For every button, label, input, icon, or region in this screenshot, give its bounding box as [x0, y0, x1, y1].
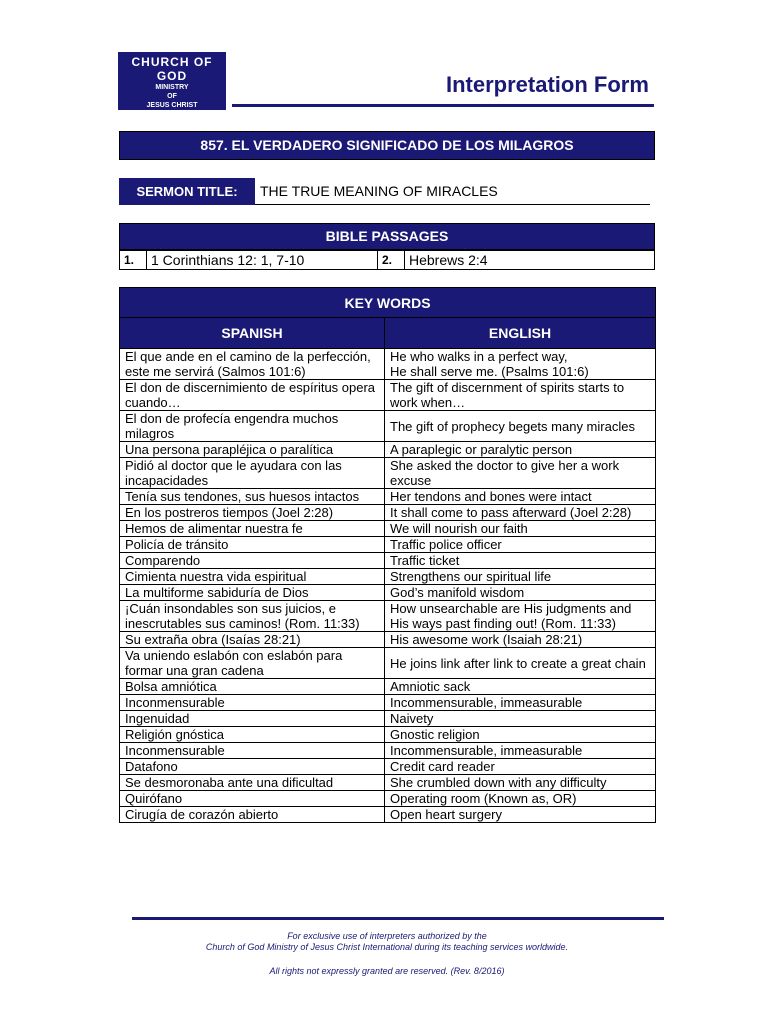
table-row [120, 601, 656, 632]
spanish-term: Se desmoronaba ante una dificultad [120, 775, 385, 791]
table-row [120, 349, 656, 380]
passage-text: 1 Corinthians 12: 1, 7-10 [147, 251, 378, 270]
key-words-table [119, 287, 656, 823]
logo-line-2: OF [167, 93, 177, 100]
passage-text: Hebrews 2:4 [405, 251, 655, 270]
table-row [120, 458, 656, 489]
table-row [120, 679, 656, 695]
sermon-title-label: SERMON TITLE: [119, 178, 255, 205]
spanish-term: Comparendo [120, 553, 385, 569]
english-term: It shall come to pass afterward (Joel 2:28) [385, 505, 656, 521]
spanish-term: Cimienta nuestra vida espiritual [120, 569, 385, 585]
english-term: Amniotic sack [385, 679, 656, 695]
table-row [120, 411, 656, 442]
sermon-title-value: THE TRUE MEANING OF MIRACLES [260, 183, 498, 199]
table-row [120, 505, 656, 521]
footer-divider [132, 917, 664, 920]
english-term: A paraplegic or paralytic person [385, 442, 656, 458]
english-term: Gnostic religion [385, 727, 656, 743]
column-header-spanish: SPANISH [120, 318, 385, 349]
logo-line-1: MINISTRY [155, 84, 189, 91]
english-term: The gift of discernment of spirits starts to work when… [385, 380, 656, 411]
sermon-number-title: 857. EL VERDADERO SIGNIFICADO DE LOS MILAGROS [119, 131, 655, 160]
spanish-term: Datafono [120, 759, 385, 775]
spanish-term: El que ande en el camino de la perfección, este me servirá (Salmos 101:6) [120, 349, 385, 380]
table-row [120, 585, 656, 601]
spanish-term: El don de profecía engendra muchos milagros [120, 411, 385, 442]
english-term: Credit card reader [385, 759, 656, 775]
english-term: How unsearchable are His judgments and His ways past finding out! (Rom. 11:33) [385, 601, 656, 632]
passage-number: 1. [120, 251, 147, 270]
spanish-term: Bolsa amniótica [120, 679, 385, 695]
footer-rights: All rights not expressly granted are reserved. (Rev. 8/2016) [269, 966, 505, 976]
table-row [120, 380, 656, 411]
spanish-term: El don de discernimiento de espíritus opera cuando… [120, 380, 385, 411]
spanish-term: Va uniendo eslabón con eslabón para formar una gran cadena [120, 648, 385, 679]
table-row [120, 521, 656, 537]
logo-top-text: CHURCH OF GOD [131, 55, 213, 83]
english-term: He who walks in a perfect way, He shall serve me. (Psalms 101:6) [385, 349, 656, 380]
english-term: His awesome work (Isaiah 28:21) [385, 632, 656, 648]
passage-number: 2. [378, 251, 405, 270]
spanish-term: Su extraña obra (Isaías 28:21) [120, 632, 385, 648]
table-row [120, 632, 656, 648]
column-header-english: ENGLISH [385, 318, 656, 349]
bible-passages-row [120, 251, 655, 270]
table-row [120, 759, 656, 775]
key-words-heading: KEY WORDS [120, 288, 656, 318]
spanish-term: Policía de tránsito [120, 537, 385, 553]
church-logo [118, 52, 226, 118]
english-term: God’s manifold wisdom [385, 585, 656, 601]
table-row [120, 569, 656, 585]
spanish-term: Hemos de alimentar nuestra fe [120, 521, 385, 537]
spanish-term: Cirugía de corazón abierto [120, 807, 385, 823]
english-term: She crumbled down with any difficulty [385, 775, 656, 791]
english-term: Traffic ticket [385, 553, 656, 569]
spanish-term: Ingenuidad [120, 711, 385, 727]
spanish-term: En los postreros tiempos (Joel 2:28) [120, 505, 385, 521]
header-divider [232, 104, 654, 107]
sermon-title-underline [255, 204, 650, 205]
table-row [120, 695, 656, 711]
spanish-term: Religión gnóstica [120, 727, 385, 743]
english-term: Traffic police officer [385, 537, 656, 553]
table-row [120, 553, 656, 569]
table-row [120, 711, 656, 727]
spanish-term: Inconmensurable [120, 743, 385, 759]
spanish-term: Pidió al doctor que le ayudara con las incapacidades [120, 458, 385, 489]
logo-line-3: JESUS CHRIST [146, 102, 198, 109]
table-row [120, 537, 656, 553]
spanish-term: ¡Cuán insondables son sus juicios, e inescrutables sus caminos! (Rom. 11:33) [120, 601, 385, 632]
key-words-body [120, 349, 656, 823]
table-row [120, 648, 656, 679]
spanish-term: Quirófano [120, 791, 385, 807]
english-term: Operating room (Known as, OR) [385, 791, 656, 807]
english-term: Strengthens our spiritual life [385, 569, 656, 585]
sermon-title-row [119, 178, 650, 205]
footer-line-2: Church of God Ministry of Jesus Christ International during its teaching services worldwide. [205, 942, 569, 952]
footer-line-1: For exclusive use of interpreters authorized by the [287, 931, 487, 941]
bible-passages-heading: BIBLE PASSAGES [119, 223, 655, 250]
table-row [120, 807, 656, 823]
spanish-term: Inconmensurable [120, 695, 385, 711]
table-row [120, 791, 656, 807]
english-term: Her tendons and bones were intact [385, 489, 656, 505]
table-row [120, 743, 656, 759]
table-row [120, 489, 656, 505]
spanish-term: La multiforme sabiduría de Dios [120, 585, 385, 601]
english-term: Open heart surgery [385, 807, 656, 823]
table-row [120, 442, 656, 458]
english-term: She asked the doctor to give her a work excuse [385, 458, 656, 489]
spanish-term: Una persona parapléjica o paralítica [120, 442, 385, 458]
english-term: Naivety [385, 711, 656, 727]
table-row [120, 727, 656, 743]
logo-line-4: INTERNATIONAL [143, 111, 201, 118]
bible-passages-table [119, 250, 655, 270]
spanish-term: Tenía sus tendones, sus huesos intactos [120, 489, 385, 505]
table-row [120, 775, 656, 791]
form-title: Interpretation Form [446, 72, 649, 97]
english-term: Incommensurable, immeasurable [385, 743, 656, 759]
english-term: Incommensurable, immeasurable [385, 695, 656, 711]
english-term: We will nourish our faith [385, 521, 656, 537]
english-term: He joins link after link to create a great chain [385, 648, 656, 679]
english-term: The gift of prophecy begets many miracles [385, 411, 656, 442]
